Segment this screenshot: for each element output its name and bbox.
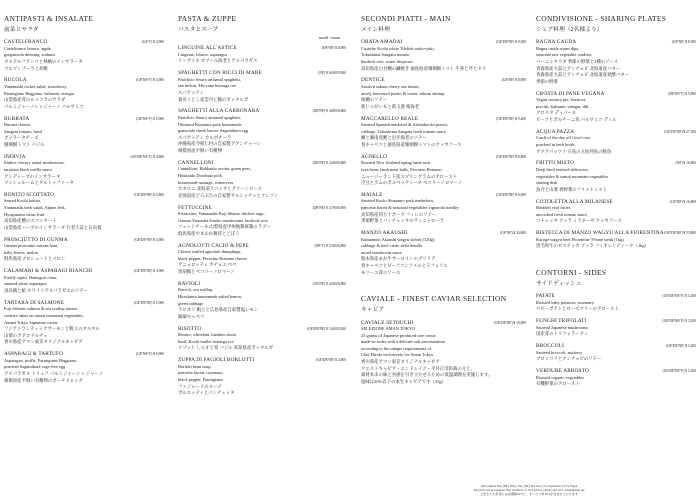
menu-item-description: sharing dish — [536, 180, 558, 186]
menu-item-price: (DF/NF) ¥ 4,800/6,800 — [312, 109, 346, 114]
menu-item — [178, 243, 346, 276]
menu-item-description: seasonal raw vegetable crudites — [536, 52, 592, 58]
menu-item-name: AGNOLOTTI CACIO & PEPE — [178, 242, 249, 249]
menu-item-description: ゴルゴンゾーラと胡桃 — [4, 65, 48, 71]
menu-item-name: RUCOLA — [4, 77, 27, 84]
menu-item-price: (GF/V) ¥ 4,900 — [141, 40, 164, 45]
menu-item-price: (GF/NF) ¥ 16,800 — [669, 199, 696, 204]
menu-item-description: 群馬県産やまおか舞茸とごぼう — [178, 230, 240, 236]
menu-item-description: Endive chicory salad, mushrooms, — [4, 160, 65, 166]
menu-item-description: Sauteed Kochi Shimanto pork tenderloin, — [361, 198, 434, 204]
menu-column-4 — [536, 0, 696, 486]
menu-item-description: Catch of the day off Goto's sea — [536, 135, 591, 141]
menu-item-description: Fuji Atlantic salmon & sea scallop tartare, — [4, 306, 79, 312]
menu-item-description: スパゲッティ カルボナーラ — [178, 134, 232, 140]
menu-item-name: BURRATA — [4, 115, 30, 122]
menu-item-description: Hokkaido Dorobuta pork — [178, 172, 223, 178]
menu-item-description: Amani Tokyo Signature caviar — [4, 319, 58, 325]
menu-item-name: AGNELLO — [361, 153, 388, 160]
menu-item — [4, 192, 164, 231]
section-title-jp: キャビア — [361, 307, 385, 314]
menu-item-description: Sauteed broccoli, anchovy — [536, 349, 583, 355]
menu-item-name: RISOTTO — [178, 325, 202, 332]
menu-item — [536, 91, 696, 124]
menu-item-name: BONITO SCOTTATO — [4, 191, 55, 198]
menu-item-description: cabbage & beef cardo nella deuilla — [361, 243, 423, 249]
menu-item-description: ボルロッティとパンチェッタ — [178, 390, 235, 396]
menu-item-name: BAGNA CAUDA — [536, 39, 577, 46]
menu-item-name: TARTARA DI SALMONE — [4, 299, 65, 306]
menu-item-description: Cheese stuffed agnolotti dumplings, — [178, 249, 242, 255]
menu-item — [536, 230, 696, 250]
section-title: ANTIPASTI & INSALATE — [4, 14, 94, 23]
menu-item-description: Yamanashi herb salad, Alpine leek, — [4, 205, 66, 211]
menu-item — [361, 192, 526, 225]
menu-item-description: 空豆とラムのボルペッティーネ ペコリーノロマーノ — [361, 180, 463, 186]
menu-item-price: (GF/DF/NF) ¥ 9,400 — [496, 116, 526, 121]
menu-item-description: sea urchin, 'Hie tuna bottarga roe — [178, 83, 237, 89]
menu-item-name: PATATE — [536, 293, 556, 300]
section-title: CONDIVISIONE - SHARING PLATES — [536, 14, 667, 23]
menu-item-description: ファジョーリのスープ — [178, 383, 222, 389]
menu-item-description: Breaded veal cutlet, — [536, 205, 571, 211]
menu-item-price: (GF/NF) ¥ 8,500 — [671, 40, 696, 45]
menu-item-description: アンディーブのインサラータ — [4, 173, 61, 179]
menu-item-name: MANZO AKAUSHI — [361, 230, 408, 237]
menu-item-description: cabbage, Tokushima Sangatu fresh tomato sauce — [361, 128, 447, 134]
menu-item-description: Borlotti bean soup, — [178, 363, 212, 369]
menu-item-price: (DF/NF) ¥ 8,900 — [321, 46, 346, 51]
menu-item-description: ウエストキャビア・エンドレイク・平井正司和裁の元と、 — [361, 365, 475, 371]
menu-item — [536, 199, 696, 225]
menu-item-description: Cannelloni, Hokkaido ricotta, green peas, — [178, 166, 252, 172]
menu-item-description: 高知県産白甘鯛の鱗焼き 徳島県産珊瑚樹トマト 牛蒡と芹とセリ — [361, 65, 487, 71]
menu-item-name: ASPARAGI & TARTUFO — [4, 351, 64, 358]
menu-item-description: 有機野菜のアロースト — [536, 381, 580, 387]
menu-item-description: poached Sagamihara cage-free egg — [4, 364, 66, 370]
menu-item-description: 素材本来の味と食感を引き立たせるための低温調理を実施します。 — [361, 372, 493, 378]
menu-item-description: 春キャベツとビーフコンソメのとろフォリエ — [361, 263, 448, 269]
menu-item-description: Roasted New Zealand spring lamb rack, — [361, 160, 432, 166]
menu-item-description: Sauteed Spanish mackerel & Ashitaba-shi prawn, — [361, 122, 448, 128]
menu-item-description: ブッラータチーズ — [4, 135, 39, 141]
menu-item — [4, 116, 164, 149]
menu-item-name: LINGUINE ALL'ASTICE — [178, 45, 237, 52]
menu-item-description: 国産茸のトリフォラーティ — [536, 331, 589, 337]
menu-item-description: フェットチーネ 山梨県産甲州地鶏軍鶏のラグー — [178, 224, 271, 230]
menu-item-name: CASTELFRANCO — [4, 39, 48, 46]
portion-size-note: small / main — [318, 35, 340, 40]
menu-item-description: Bagna cauda warm dips, — [536, 45, 580, 51]
menu-item — [361, 77, 526, 110]
menu-item-price: (GF/DF/NF) ¥ 8,900 — [496, 192, 526, 197]
menu-item-price: (GF/NF) ¥ 4,600/6,800 — [312, 281, 346, 286]
menu-item-description: 山梨県産苺のルッコラのサラダ — [4, 97, 66, 103]
menu-item-description: pancetta bacon & seasonal vegetables vignarola medley — [361, 205, 460, 211]
menu-item-description: Sauteed sakura cherry sea bream, — [361, 83, 420, 89]
menu-item — [536, 318, 696, 338]
menu-item-price: (GF/DF/NF) ¥ 5,800 — [134, 192, 164, 197]
menu-item-description: Ravioli, sea scallop, — [178, 287, 214, 293]
menu-item-description: Okinawa Kitamura pork housemade — [178, 121, 242, 127]
menu-item-name: SPAGHETTI ALLA CARBONARA — [178, 108, 260, 115]
menu-item-description: 魚介と山菜 香野菜のフリットミスト — [536, 186, 607, 192]
menu-item-description: 山梨県産ハーブのインサラータ 行者大蒜と日向夏 — [4, 224, 102, 230]
menu-item-name: FRITTO MISTO — [536, 160, 574, 167]
menu-item — [4, 154, 164, 187]
menu-item-description: according to the unique requirements of — [361, 345, 432, 351]
menu-item-description: モリーユ茸のソース — [361, 269, 401, 275]
menu-item-description: Burrata cheese, — [4, 122, 32, 128]
section-title-jp: メイン料理 — [361, 27, 390, 33]
menu-item-price: (GF/DF/NF/V) ¥ 3,200 — [662, 319, 696, 324]
menu-item-name: ZUPPA DI FAGIOLI BORLOTTI — [178, 357, 255, 364]
menu-item-description: sauteed white asparagus — [4, 281, 47, 287]
section-title-jp: 前菜とサラダ — [4, 27, 39, 33]
menu-item-description: Deep fried seafood delicacies, — [536, 166, 589, 172]
menu-item-description: Hyuganatsu citrus fruit — [4, 211, 45, 217]
menu-item-description: housemade sausage, watercress — [178, 179, 234, 185]
menu-item-description: gorgonzola dressing, walnuts — [4, 52, 56, 58]
menu-item-description: pancetta bacon, rosemary, — [178, 370, 224, 376]
menu-item-description: SELEZIONE AMAN TOKYO — [361, 326, 416, 332]
menu-column-3 — [361, 0, 526, 486]
section-title: CAVIALE - FINEST CAVIAR SELECTION — [361, 294, 507, 304]
menu-item — [536, 368, 696, 388]
menu-item-description: アスパラガス トリュフ パルミジャーノ レジャーノ — [4, 370, 104, 376]
menu-item-description: Roasted organic vegetables — [536, 374, 584, 380]
menu-item — [361, 116, 526, 149]
menu-item-description: 塩味は20%以下の本生キャビアです（25g） — [361, 378, 447, 384]
menu-item-name: CALAMARI & ASPARAGI BIANCHI — [4, 268, 93, 275]
menu-item-name: COTOLETTA ALLA MILANESE — [536, 198, 613, 205]
menu-item-price: (GF/NF/V) ¥ 5,900 — [136, 116, 164, 121]
menu-item-price: (NF/V) ¥ 5,500/6,800 — [314, 243, 346, 248]
menu-item-description: Firefly squid, Hamaguri clam, — [4, 274, 58, 280]
menu-item — [536, 129, 696, 155]
menu-item — [4, 300, 164, 346]
menu-item-name: MACCARELLO REALE — [361, 115, 419, 122]
menu-item-description: カネロニ 北海道リコッタとグリーンピース — [178, 186, 262, 192]
menu-item-description: made-to-order with a delicate salt concentration — [361, 339, 445, 345]
menu-item-name: ACQUA PAZZA — [536, 128, 575, 135]
menu-item-description: 季節野菜とパンチェッタのヴィニャローラ — [361, 218, 445, 224]
menu-item-price: (GF/DF/NF) ¥ 5,400/8,200 — [307, 326, 346, 331]
menu-item-name: BROCCOLI — [536, 343, 564, 350]
menu-item-description: Pastificio Setaro artisanal spaghetti, — [178, 114, 241, 120]
section-title-jp: シェア料理（2名様より） — [536, 27, 603, 33]
menu-item-name: FUNGHI TRIFOLATI — [536, 318, 587, 325]
menu-item — [4, 77, 164, 110]
menu-item-description: Hiroshima housemade salted lemon, — [178, 294, 242, 300]
menu-item-description: 相模原産平飼い有精卵のポーチドエッグ — [4, 377, 83, 383]
menu-item-description: 黒胡椒とペコリーノロマーノ — [178, 269, 235, 275]
menu-item — [4, 237, 164, 263]
menu-item-price: (DF/NF) ¥ 4,600/6,800 — [312, 160, 346, 165]
section-title-jp: サイドディッシュ — [536, 280, 582, 287]
menu-item-description: baby leaves, melon — [4, 249, 38, 255]
menu-item-description: ニュージーランド産スプリングラムのアロースト — [361, 173, 457, 179]
menu-item — [536, 39, 696, 85]
menu-footer — [361, 484, 697, 497]
menu-item-description: Asparagus, truffle, Parmigiano Reggiano, — [4, 357, 78, 363]
menu-item-price: (GF/DF/NF) ¥ 53,800 — [664, 231, 696, 236]
menu-item-description: fava bean, lamb meat balls, Pecorino Romano — [361, 166, 442, 172]
footer-dietary-legend: (GF) Gluten free, (DF) Dairy free, (NF) Nut free, (V) Vegetarian, (VV) Vegan — [480, 484, 578, 488]
menu-item-description: 春キャベツと徳島県産珊瑚樹トマトのケッカソース — [361, 141, 462, 147]
menu-item-name: BISTECCA DI MANZO WAGYU ALLA FIORENTINA — [536, 230, 664, 237]
menu-item-description: 群馬県産プロシュートとメロン — [4, 256, 66, 262]
menu-item-price: (GF/DF/NF) ¥ 3,800 — [316, 358, 346, 363]
menu-item-description: 山菜のアグロドルチェ — [4, 332, 48, 338]
section-title: PASTA & ZUPPE — [178, 14, 237, 23]
menu-item-name: CAVIALE SETOUCHI — [361, 319, 414, 326]
menu-item — [178, 160, 346, 199]
menu-item-price: (GF/DF/NF) ¥ 5,000 — [134, 300, 164, 305]
menu-item-description: 季節の野菜 — [536, 78, 558, 84]
menu-item-description: スパゲッティ — [178, 89, 204, 95]
menu-item-description: Fettuccine, Yamanashi Koji Shamo chicken ragu, — [178, 211, 265, 217]
menu-item-description: green cabbage — [178, 300, 204, 306]
menu-item — [361, 154, 526, 187]
menu-item-description: カステルフランコと林檎のインサラータ — [4, 58, 83, 64]
menu-item-description: uncooked fresh tomato sauce — [536, 211, 588, 217]
menu-item-description: 香川県産アマン東京オリジナルキャビア — [4, 339, 83, 345]
menu-item-description: 新じゃがいもと新玉葱 桜海老 — [361, 103, 420, 109]
menu-item — [178, 326, 346, 352]
menu-item-price: (DF/NF) ¥ 4,700/6,900 — [312, 205, 346, 210]
menu-item-description: Sangetu tomato, basil — [4, 128, 42, 134]
menu-item-description: Parmigiano Reggiano, balsamic vinegar — [4, 90, 75, 96]
menu-item-description: 黒毛和牛のビステッカ アッラ フィオレンティーナ（1kg） — [536, 243, 649, 249]
menu-item-price: (GF/DF/NF) ¥ 9,300 — [496, 40, 526, 45]
menu-item-price: (GF/NF/V) ¥ 4,900 — [136, 78, 164, 83]
menu-item-description: ベビーポテトとローズマリーのアロースト — [536, 306, 619, 312]
menu-item-description: 珊瑚樹トマト バジル — [4, 141, 45, 147]
menu-item-description: Gunma Yamaoka-Jinoko mushrooms, burdock root — [178, 217, 268, 223]
menu-item-description: Crunchy Kochi white Tilefish uroko-yaki, — [361, 45, 435, 51]
menu-item-name: INDIVIA — [4, 153, 26, 160]
menu-item-description: Risotto, whitebait, bamboo shoot — [178, 332, 237, 338]
menu-item-price: (GF/NF) ¥ 24,800 — [499, 231, 526, 236]
menu-item — [178, 281, 346, 320]
menu-item — [536, 160, 696, 193]
menu-item-description: 青森県産大蒜とアンチョビ 北海道産バター — [536, 65, 621, 71]
menu-item-description: Tokushima Sangatu tomato, — [361, 52, 411, 58]
menu-item-description: アニョロッティ カチョエ ペペ — [178, 262, 237, 268]
menu-item — [4, 268, 164, 294]
menu-item-description: Chef Hiroki exclusively for Aman Tokyo. — [361, 352, 435, 358]
menu-item-price: (GF/DF/NF/V) ¥ 3,200 — [662, 294, 696, 299]
section-title: SECONDI PIATTI - MAIN — [361, 14, 451, 23]
menu-item-description: 香川県産アマン東京オリジナルキャビア — [361, 358, 440, 364]
menu-item-name: VERDURE ARROSTO — [536, 368, 589, 375]
menu-item — [536, 343, 696, 363]
menu-item-name: ORATA AMADAI — [361, 39, 403, 46]
menu-item-description: Sauteed Japanese mushrooms — [536, 324, 589, 330]
menu-item-price: (NF) ¥ 16,800 — [675, 161, 696, 166]
menu-item — [536, 293, 696, 313]
footer-price-note-jp: 上記全ての料金には消費税10%と、サービス料10%が含まれております — [480, 492, 578, 497]
section-spacer — [536, 250, 696, 254]
menu-item-name: CANNELLONI — [178, 159, 214, 166]
menu-item-description: tartufata black truffle sauce — [4, 166, 53, 172]
footer-price-note: All prices are in Japanese Yen, inclusive of 10% service charge and 10% consumption tax — [473, 488, 585, 493]
menu-item-description: 相模原産平飼い有精卵 — [178, 147, 222, 153]
menu-item-description: ラビオリ 帆立と広島県産自家製塩レモン — [178, 307, 259, 313]
menu-item — [361, 39, 526, 72]
menu-item — [4, 39, 164, 72]
menu-item-description: porcini, balsamic vinegar, dill — [536, 103, 589, 109]
menu-item-name: MAIALE — [361, 191, 383, 198]
menu-item-description: Yamanashi rocket salad, strawberry, — [4, 83, 68, 89]
menu-item-description: burdock root, water dropwort — [361, 58, 413, 64]
menu-item-description: basil, Kochi mullet bottarga roe — [178, 338, 234, 344]
menu-item-description: フジアトランティックサーモンと帆立のタルタル — [4, 326, 100, 332]
menu-item-description: 沖縄県産今帰仁村の自家製グアンチャーレ — [178, 141, 262, 147]
menu-item-description: guanciale cheek bacon, Sagamihara egg — [178, 128, 249, 134]
menu-item — [361, 230, 526, 276]
menu-item-description: Castelfranco lettuce, apple, — [4, 45, 52, 51]
menu-item-description: 鰆と湘南産鰹と足赤海老のソテー — [361, 135, 427, 141]
menu-item — [178, 357, 346, 396]
menu-item-description: 桜鯛のソテー — [361, 97, 388, 103]
menu-item-name: SPAGHETTI CON RICCI DI MARE — [178, 70, 262, 77]
menu-item-header — [536, 230, 696, 237]
menu-item — [4, 351, 164, 384]
menu-item-description: 青森県産大蒜とアンチョビ 北海道産発酵バター — [536, 72, 629, 78]
menu-item-description: 高知県産鰹のスコッタート — [4, 218, 57, 224]
menu-item-description: 25 grams of Japanese produced rare caviar — [361, 332, 436, 338]
menu-item-description: マッシュルームとタルトゥファータ — [4, 180, 74, 186]
menu-item-price: (DF/NF/V) ¥ 5,900 — [668, 91, 696, 96]
menu-item-description: Kuroge wagyu beef Florentine T-bone steak (1kg) — [536, 236, 624, 242]
menu-item-name: DENTICE — [361, 77, 385, 84]
menu-item-description: コトレッタ アッラ ミラネーゼ ケッカソース — [536, 218, 622, 224]
menu-item-price: (GF/NF) ¥ 8,900 — [501, 78, 526, 83]
menu-item-description: vegetables & sansai mountain vegetables — [536, 173, 609, 179]
section-spacer — [361, 276, 526, 280]
menu-item-description: ビーツとポルチーニ茸 バルサミコ ディル — [536, 116, 617, 122]
menu-item-price: (GF/DF/NF) ¥ 4,900 — [134, 269, 164, 274]
menu-item-description: 熊本県産あか牛サーロインのグリリア — [361, 256, 436, 262]
menu-item-description: Pastificio Setaro artisanal spaghetti, — [178, 76, 241, 82]
menu-item-description: バーニャカウダ 季節の野菜と2種のソース — [536, 58, 618, 64]
menu-item-header — [4, 268, 164, 275]
menu-item-name: PROSCIUTTO DI GUNMA — [4, 236, 68, 243]
menu-item-description: 高知県産四万十ポーク フィレのソテー — [361, 211, 437, 217]
menu-item-description: Vegan savoury pie, beetroot, — [536, 97, 587, 103]
menu-item-description: Linguine, lobster, asparagus — [178, 51, 228, 57]
menu-item-description: アクアパッツァ 五島の五島列島の鮮魚 — [536, 148, 612, 154]
menu-item-name: FETTUCCINE — [178, 204, 212, 211]
menu-item-description: black pepper, Pecorino Romano cheese — [178, 255, 247, 261]
menu-item-price: (GF/DF/NF) ¥ 4,900 — [134, 237, 164, 242]
menu-item-description: Gunma prosciutto artisan ham, — [4, 243, 59, 249]
section-title: CONTORNI - SIDES — [536, 267, 607, 277]
menu-item-description: Kumamoto Akaushi wagyu sirloin (120g), — [361, 236, 436, 242]
menu-item — [178, 70, 346, 103]
menu-item-price: (GF/DF/NF/V) ¥ 4,800 — [130, 154, 164, 159]
menu-column-1 — [4, 0, 164, 486]
menu-item-description: クロスタ ディパーネ — [536, 110, 577, 116]
section-title-jp: パスタとスープ — [178, 27, 218, 33]
menu-item-description: Seared Kochi bonito, — [4, 198, 42, 204]
menu-item-description: 北海道産どろぶたの自家製サルシッチャとクレソン — [178, 192, 279, 198]
menu-item-description: creative takes on sansai mountain vegetables, — [4, 313, 84, 318]
menu-column-2 — [178, 0, 346, 486]
menu-item-price: (GF/DF/NF/V) ¥ 3,200 — [662, 369, 696, 374]
menu-item — [178, 45, 346, 65]
menu-item-price: (GF/DF/NF) ¥ 19,000 — [494, 320, 526, 325]
menu-item — [361, 320, 526, 386]
menu-item-price: (NF) ¥ 6,000/9,000 — [318, 71, 346, 76]
menu-item-description: 蛍烏賊と蛤 ホワイトアスパラガスのソテー — [4, 288, 88, 294]
menu-item-description: black pepper, Parmigiano — [178, 376, 223, 382]
menu-item-description: パルミジャーノレッジャーノ バルサミコ — [4, 103, 84, 109]
menu-item-description: Roasted baby potatoes, rosemary — [536, 299, 595, 305]
menu-item-price: (GF/DF/NF) ¥ 8,800 — [496, 154, 526, 159]
menu-item-description: morel mushroom sauce — [361, 249, 402, 255]
menu-item-description: newly harvested potato & onion, sakura shrimp — [361, 90, 445, 96]
menu-item-price: (GF/NF/V) ¥ 6,900 — [136, 352, 164, 357]
menu-item-name: CROSTA DI PANE VEGANA — [536, 90, 605, 97]
menu-item-description: 縮緬キャベツ — [178, 313, 205, 319]
menu-item-description: リングイネ オマール海老とアスパラガス — [178, 58, 258, 64]
menu-item — [178, 108, 346, 154]
menu-item-description: リゾット しらすと筍 バジル 高知県産ボッタルガ — [178, 345, 274, 351]
menu-item-price: (GF/DF/NF) ¥ 27,500 — [664, 129, 696, 134]
menu-item-price: (GF/DF/NF) ¥ 3,200 — [666, 344, 696, 349]
menu-item-description: 貴舟ことし産雲丹と鮪のボッタルガ — [178, 96, 249, 102]
menu-item-name: RAVIOLI — [178, 280, 201, 287]
menu-item-description: poached in herb broth — [536, 141, 575, 147]
menu-item — [178, 205, 346, 238]
menu-item-description: ブロッコリとアンチョビのソテー — [536, 356, 602, 362]
